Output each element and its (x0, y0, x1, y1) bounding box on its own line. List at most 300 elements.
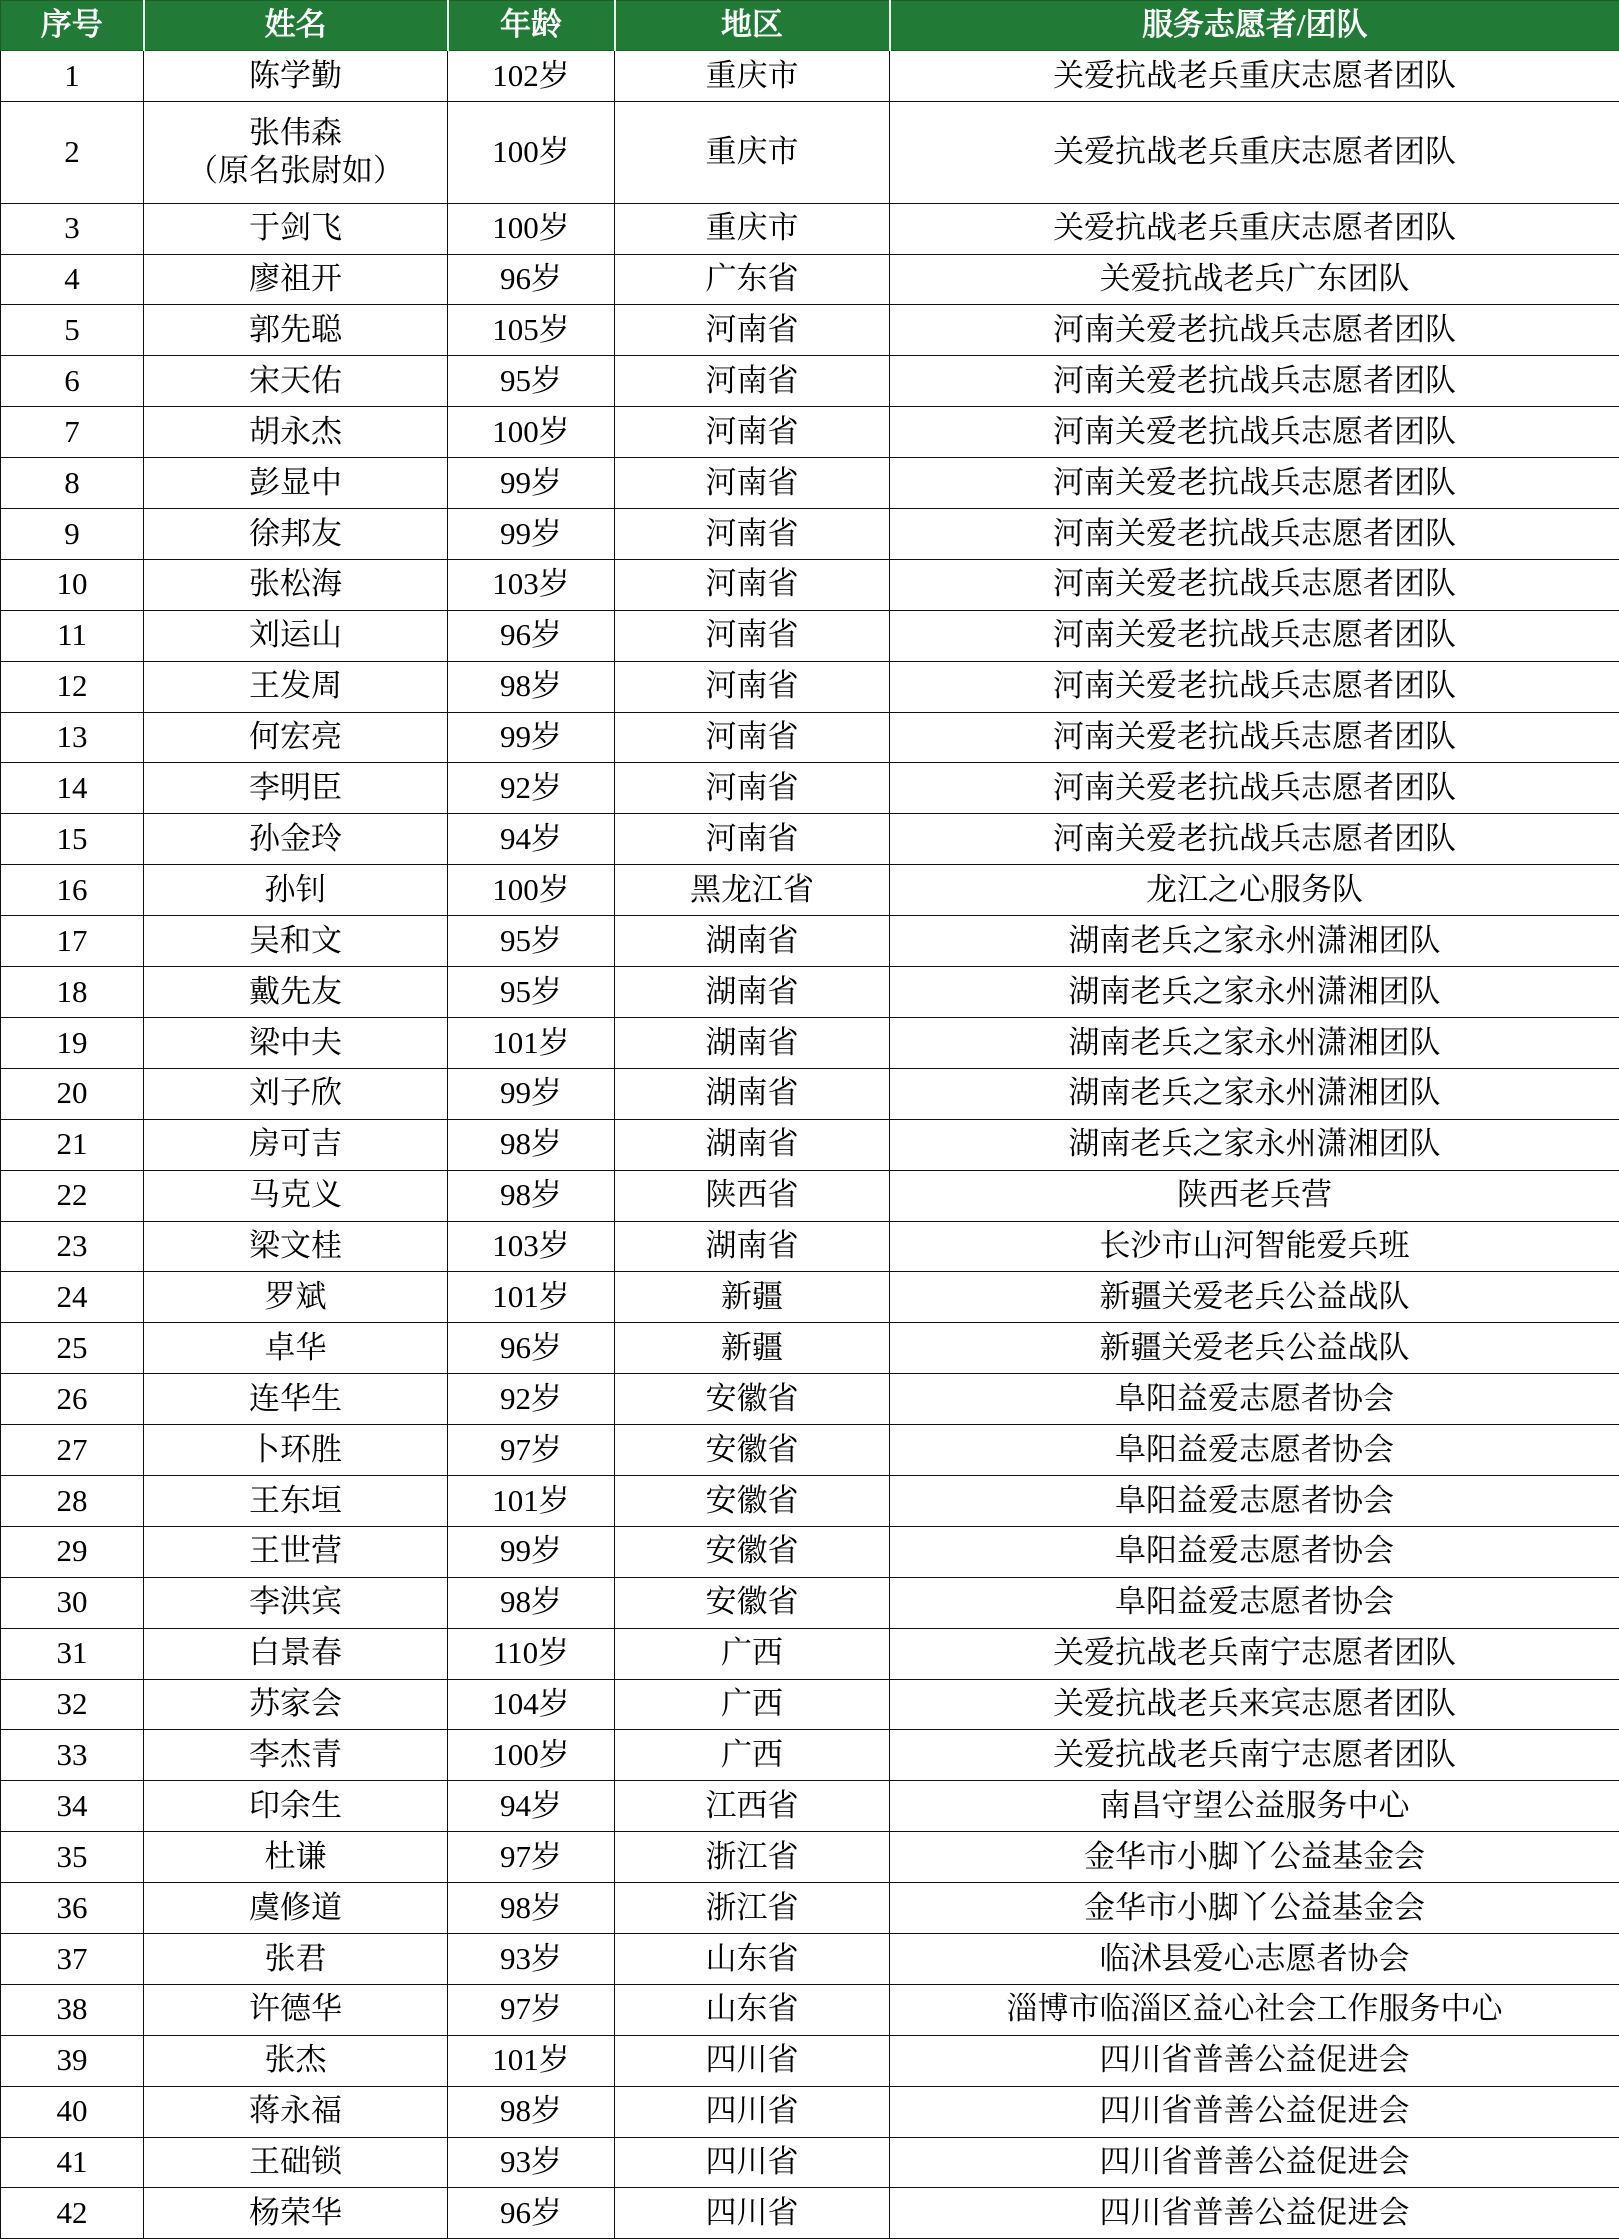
team-text: 南昌守望公益服务中心 (1099, 1787, 1410, 1823)
region-text: 河南省 (705, 668, 799, 704)
cell-region (615, 1323, 890, 1374)
name-text: 杜谦 (264, 1838, 327, 1874)
table-row (1, 1933, 1619, 1984)
team-text: 湖南老兵之家永州潇湘团队 (1068, 1075, 1441, 1111)
cell-region (615, 1628, 890, 1679)
cell-region (615, 1883, 890, 1934)
region-text: 四川省 (705, 2144, 799, 2180)
cell-region (615, 1933, 890, 1984)
cell-region (615, 967, 890, 1018)
index-text: 25 (56, 1329, 88, 1365)
cell-region (615, 1984, 890, 2035)
cell-name (144, 763, 448, 814)
age-text: 101岁 (492, 1482, 570, 1518)
cell-name (144, 1221, 448, 1272)
age-text: 101岁 (492, 1278, 570, 1314)
team-text: 金华市小脚丫公益基金会 (1084, 1889, 1425, 1925)
cell-name (144, 865, 448, 916)
cell-team (890, 2086, 1619, 2137)
table-row (1, 51, 1619, 102)
team-text: 关爱抗战老兵南宁志愿者团队 (1053, 1736, 1456, 1772)
cell-age (448, 1374, 615, 1425)
table-row (1, 254, 1619, 305)
cell-name (144, 1374, 448, 1425)
cell-age (448, 1017, 615, 1068)
name-text: 宋天佑 (249, 362, 342, 398)
age-text: 96岁 (500, 2194, 562, 2230)
team-text: 河南关爱老抗战兵志愿者团队 (1053, 312, 1456, 348)
name-text: 于剑飞 (249, 210, 342, 246)
region-text: 河南省 (705, 413, 799, 449)
cell-age (448, 1730, 615, 1781)
header-name: 姓名 (144, 1, 448, 51)
cell-team (890, 1475, 1619, 1526)
cell-index (1, 458, 144, 509)
cell-age (448, 407, 615, 458)
cell-region (615, 2086, 890, 2137)
cell-age (448, 1119, 615, 1170)
name-text: 杨荣华 (249, 2194, 342, 2230)
region-text: 浙江省 (705, 1889, 799, 1925)
cell-age (448, 458, 615, 509)
name-text: 李洪宾 (249, 1584, 342, 1620)
team-text: 河南关爱老抗战兵志愿者团队 (1053, 719, 1456, 755)
cell-region (615, 2035, 890, 2086)
name-text: 廖祖开 (249, 261, 342, 297)
age-text: 103岁 (492, 566, 570, 602)
cell-index (1, 1170, 144, 1221)
cell-age (448, 763, 615, 814)
table-row (1, 1323, 1619, 1374)
cell-age (448, 509, 615, 560)
table-row (1, 610, 1619, 661)
cell-age (448, 2086, 615, 2137)
cell-team (890, 1679, 1619, 1730)
cell-name (144, 2137, 448, 2188)
cell-age (448, 203, 615, 254)
table-row (1, 1425, 1619, 1476)
index-text: 19 (56, 1024, 88, 1060)
cell-region (615, 356, 890, 407)
cell-region (615, 1781, 890, 1832)
name-text: 吴和文 (249, 922, 342, 958)
cell-region (615, 1017, 890, 1068)
index-text: 40 (56, 2093, 88, 2129)
cell-team (890, 1883, 1619, 1934)
name-note-text: （原名张尉如） (187, 153, 404, 189)
cell-age (448, 1933, 615, 1984)
index-text: 22 (56, 1177, 88, 1213)
cell-age (448, 254, 615, 305)
table-row (1, 1221, 1619, 1272)
team-text: 河南关爱老抗战兵志愿者团队 (1053, 362, 1456, 398)
index-text: 3 (64, 210, 80, 246)
cell-index (1, 1068, 144, 1119)
cell-name (144, 967, 448, 1018)
age-text: 101岁 (492, 1024, 570, 1060)
cell-team (890, 1119, 1619, 1170)
cell-age (448, 305, 615, 356)
name-text: 张伟森 (249, 114, 342, 150)
cell-name (144, 1068, 448, 1119)
cell-region (615, 1221, 890, 1272)
index-text: 33 (56, 1736, 88, 1772)
cell-age (448, 1475, 615, 1526)
region-text: 山东省 (705, 1940, 799, 1976)
index-text: 18 (56, 973, 88, 1009)
team-text: 长沙市山河智能爱兵班 (1099, 1228, 1410, 1264)
cell-team (890, 1323, 1619, 1374)
cell-index (1, 1272, 144, 1323)
cell-index (1, 1730, 144, 1781)
name-text: 梁文桂 (249, 1228, 342, 1264)
cell-age (448, 356, 615, 407)
name-text: 卓华 (264, 1329, 327, 1365)
header-row (1, 1, 1619, 51)
cell-name (144, 2035, 448, 2086)
cell-index (1, 865, 144, 916)
region-text: 山东省 (705, 1991, 799, 2027)
region-text: 黑龙江省 (690, 871, 814, 907)
cell-age (448, 1679, 615, 1730)
name-text: 胡永杰 (249, 413, 342, 449)
cell-team (890, 1781, 1619, 1832)
index-text: 36 (56, 1889, 88, 1925)
cell-region (615, 2188, 890, 2239)
age-text: 95岁 (500, 973, 562, 1009)
header-team: 服务志愿者/团队 (890, 1, 1619, 51)
cell-index (1, 356, 144, 407)
cell-index (1, 1679, 144, 1730)
cell-index (1, 916, 144, 967)
age-text: 100岁 (492, 133, 570, 169)
header-region: 地区 (615, 1, 890, 51)
cell-team (890, 101, 1619, 203)
index-text: 27 (56, 1431, 88, 1467)
cell-index (1, 1323, 144, 1374)
cell-region (615, 254, 890, 305)
cell-age (448, 51, 615, 102)
table-row (1, 1017, 1619, 1068)
cell-team (890, 1374, 1619, 1425)
cell-age (448, 1068, 615, 1119)
age-text: 92岁 (500, 1380, 562, 1416)
cell-region (615, 407, 890, 458)
cell-region (615, 1577, 890, 1628)
cell-team (890, 1628, 1619, 1679)
cell-age (448, 1526, 615, 1577)
region-text: 河南省 (705, 515, 799, 551)
region-text: 广东省 (705, 261, 799, 297)
cell-index (1, 610, 144, 661)
team-text: 河南关爱老抗战兵志愿者团队 (1053, 617, 1456, 653)
cell-age (448, 1883, 615, 1934)
cell-team (890, 458, 1619, 509)
name-text: 房可吉 (249, 1126, 342, 1162)
index-text: 4 (64, 261, 80, 297)
index-text: 20 (56, 1075, 88, 1111)
cell-index (1, 1781, 144, 1832)
name-text: 郭先聪 (249, 312, 342, 348)
age-text: 98岁 (500, 668, 562, 704)
header-age: 年龄 (448, 1, 615, 51)
cell-name (144, 661, 448, 712)
cell-region (615, 2137, 890, 2188)
cell-index (1, 2188, 144, 2239)
cell-age (448, 559, 615, 610)
cell-age (448, 610, 615, 661)
cell-team (890, 610, 1619, 661)
cell-team (890, 2188, 1619, 2239)
cell-team (890, 1730, 1619, 1781)
region-text: 湖南省 (705, 1228, 799, 1264)
cell-name (144, 610, 448, 661)
region-text: 湖南省 (705, 1126, 799, 1162)
age-text: 93岁 (500, 1940, 562, 1976)
table-row (1, 1119, 1619, 1170)
region-text: 四川省 (705, 2042, 799, 2078)
team-text: 关爱抗战老兵来宾志愿者团队 (1053, 1686, 1456, 1722)
name-text: 王世营 (249, 1533, 342, 1569)
cell-index (1, 254, 144, 305)
cell-name (144, 1832, 448, 1883)
cell-index (1, 712, 144, 763)
cell-name (144, 1628, 448, 1679)
team-text: 四川省普善公益促进会 (1099, 2194, 1410, 2230)
cell-team (890, 865, 1619, 916)
cell-age (448, 2188, 615, 2239)
cell-name (144, 1679, 448, 1730)
cell-index (1, 101, 144, 203)
team-text: 关爱抗战老兵广东团队 (1099, 261, 1410, 297)
header-index: 序号 (1, 1, 144, 51)
team-text: 河南关爱老抗战兵志愿者团队 (1053, 515, 1456, 551)
index-text: 7 (64, 413, 80, 449)
cell-region (615, 1425, 890, 1476)
age-text: 99岁 (500, 1533, 562, 1569)
cell-region (615, 661, 890, 712)
table-row (1, 1679, 1619, 1730)
table-header (1, 1, 1619, 51)
cell-region (615, 1374, 890, 1425)
cell-name (144, 1119, 448, 1170)
cell-name (144, 407, 448, 458)
table-row (1, 1374, 1619, 1425)
region-text: 陕西省 (705, 1177, 799, 1213)
team-text: 陕西老兵营 (1177, 1177, 1332, 1213)
cell-region (615, 1832, 890, 1883)
table-row (1, 661, 1619, 712)
cell-index (1, 2086, 144, 2137)
cell-age (448, 1170, 615, 1221)
index-text: 13 (56, 719, 88, 755)
cell-name (144, 203, 448, 254)
index-text: 42 (56, 2194, 88, 2230)
cell-region (615, 51, 890, 102)
cell-team (890, 1272, 1619, 1323)
name-text: 张君 (264, 1940, 327, 1976)
cell-team (890, 814, 1619, 865)
cell-index (1, 1883, 144, 1934)
index-text: 39 (56, 2042, 88, 2078)
cell-age (448, 1221, 615, 1272)
team-text: 阜阳益爱志愿者协会 (1115, 1482, 1394, 1518)
cell-region (615, 509, 890, 560)
cell-index (1, 1475, 144, 1526)
age-text: 102岁 (492, 57, 570, 93)
cell-name (144, 254, 448, 305)
team-text: 新疆关爱老兵公益战队 (1099, 1329, 1410, 1365)
cell-age (448, 1323, 615, 1374)
cell-index (1, 1628, 144, 1679)
age-text: 98岁 (500, 1177, 562, 1213)
team-text: 淄博市临淄区益心社会工作服务中心 (1006, 1991, 1503, 2027)
name-text: 王东垣 (249, 1482, 342, 1518)
age-text: 94岁 (500, 820, 562, 856)
table-row (1, 763, 1619, 814)
name-text: 马克义 (249, 1177, 342, 1213)
cell-team (890, 1984, 1619, 2035)
cell-index (1, 1119, 144, 1170)
cell-name (144, 2086, 448, 2137)
team-text: 湖南老兵之家永州潇湘团队 (1068, 922, 1441, 958)
age-text: 98岁 (500, 1584, 562, 1620)
team-text: 河南关爱老抗战兵志愿者团队 (1053, 413, 1456, 449)
table-row (1, 2137, 1619, 2188)
index-text: 24 (56, 1278, 88, 1314)
cell-region (615, 610, 890, 661)
age-text: 99岁 (500, 464, 562, 500)
age-text: 99岁 (500, 1075, 562, 1111)
cell-region (615, 559, 890, 610)
cell-team (890, 1577, 1619, 1628)
name-text: 王发周 (249, 668, 342, 704)
table-body (1, 51, 1619, 2239)
index-text: 9 (64, 515, 80, 551)
age-text: 110岁 (492, 1635, 570, 1671)
name-text: 许德华 (249, 1991, 342, 2027)
age-text: 98岁 (500, 2093, 562, 2129)
table-row (1, 356, 1619, 407)
cell-index (1, 763, 144, 814)
table-row (1, 2035, 1619, 2086)
cell-index (1, 967, 144, 1018)
team-text: 四川省普善公益促进会 (1099, 2144, 1410, 2180)
index-text: 11 (57, 617, 87, 653)
cell-age (448, 1781, 615, 1832)
cell-index (1, 1017, 144, 1068)
table-row (1, 865, 1619, 916)
cell-region (615, 203, 890, 254)
table-row (1, 1832, 1619, 1883)
cell-age (448, 1832, 615, 1883)
cell-index (1, 305, 144, 356)
table-row (1, 1475, 1619, 1526)
cell-team (890, 1933, 1619, 1984)
team-text: 新疆关爱老兵公益战队 (1099, 1278, 1410, 1314)
age-text: 94岁 (500, 1787, 562, 1823)
region-text: 重庆市 (705, 57, 799, 93)
region-text: 重庆市 (705, 210, 799, 246)
cell-name (144, 1577, 448, 1628)
cell-index (1, 407, 144, 458)
region-text: 河南省 (705, 617, 799, 653)
table-row (1, 814, 1619, 865)
name-text: 何宏亮 (249, 719, 342, 755)
team-text: 湖南老兵之家永州潇湘团队 (1068, 973, 1441, 1009)
index-text: 21 (56, 1126, 88, 1162)
cell-name (144, 712, 448, 763)
name-text: 王础锁 (249, 2144, 342, 2180)
team-text: 临沭县爱心志愿者协会 (1099, 1940, 1410, 1976)
index-text: 8 (64, 464, 80, 500)
cell-age (448, 1628, 615, 1679)
index-text: 23 (56, 1228, 88, 1264)
cell-team (890, 203, 1619, 254)
cell-name (144, 814, 448, 865)
index-text: 10 (56, 566, 88, 602)
name-text: 卜环胜 (249, 1431, 342, 1467)
age-text: 100岁 (492, 871, 570, 907)
age-text: 96岁 (500, 1329, 562, 1365)
cell-name (144, 916, 448, 967)
team-text: 阜阳益爱志愿者协会 (1115, 1431, 1394, 1467)
cell-team (890, 1068, 1619, 1119)
age-text: 100岁 (492, 413, 570, 449)
cell-name (144, 1883, 448, 1934)
table-row (1, 509, 1619, 560)
cell-index (1, 559, 144, 610)
cell-name (144, 1170, 448, 1221)
cell-index (1, 1221, 144, 1272)
team-text: 湖南老兵之家永州潇湘团队 (1068, 1126, 1441, 1162)
team-text: 河南关爱老抗战兵志愿者团队 (1053, 770, 1456, 806)
cell-age (448, 1577, 615, 1628)
age-text: 101岁 (492, 2042, 570, 2078)
cell-region (615, 1272, 890, 1323)
team-text: 关爱抗战老兵重庆志愿者团队 (1053, 133, 1456, 169)
cell-age (448, 1425, 615, 1476)
cell-team (890, 1425, 1619, 1476)
team-text: 阜阳益爱志愿者协会 (1115, 1584, 1394, 1620)
region-text: 河南省 (705, 719, 799, 755)
cell-index (1, 814, 144, 865)
region-text: 安徽省 (705, 1482, 799, 1518)
index-text: 38 (56, 1991, 88, 2027)
table-row (1, 1068, 1619, 1119)
cell-index (1, 1425, 144, 1476)
table-row (1, 305, 1619, 356)
name-text: 孙金玲 (249, 820, 342, 856)
cell-team (890, 1221, 1619, 1272)
team-text: 关爱抗战老兵南宁志愿者团队 (1053, 1635, 1456, 1671)
table-row (1, 1781, 1619, 1832)
index-text: 12 (56, 668, 88, 704)
region-text: 安徽省 (705, 1533, 799, 1569)
region-text: 重庆市 (705, 133, 799, 169)
cell-name (144, 1984, 448, 2035)
region-text: 安徽省 (705, 1380, 799, 1416)
cell-age (448, 814, 615, 865)
cell-region (615, 916, 890, 967)
index-text: 15 (56, 820, 88, 856)
team-text: 四川省普善公益促进会 (1099, 2042, 1410, 2078)
name-text: 张松海 (249, 566, 342, 602)
cell-region (615, 1526, 890, 1577)
cell-index (1, 203, 144, 254)
cell-team (890, 2137, 1619, 2188)
region-text: 湖南省 (705, 1075, 799, 1111)
